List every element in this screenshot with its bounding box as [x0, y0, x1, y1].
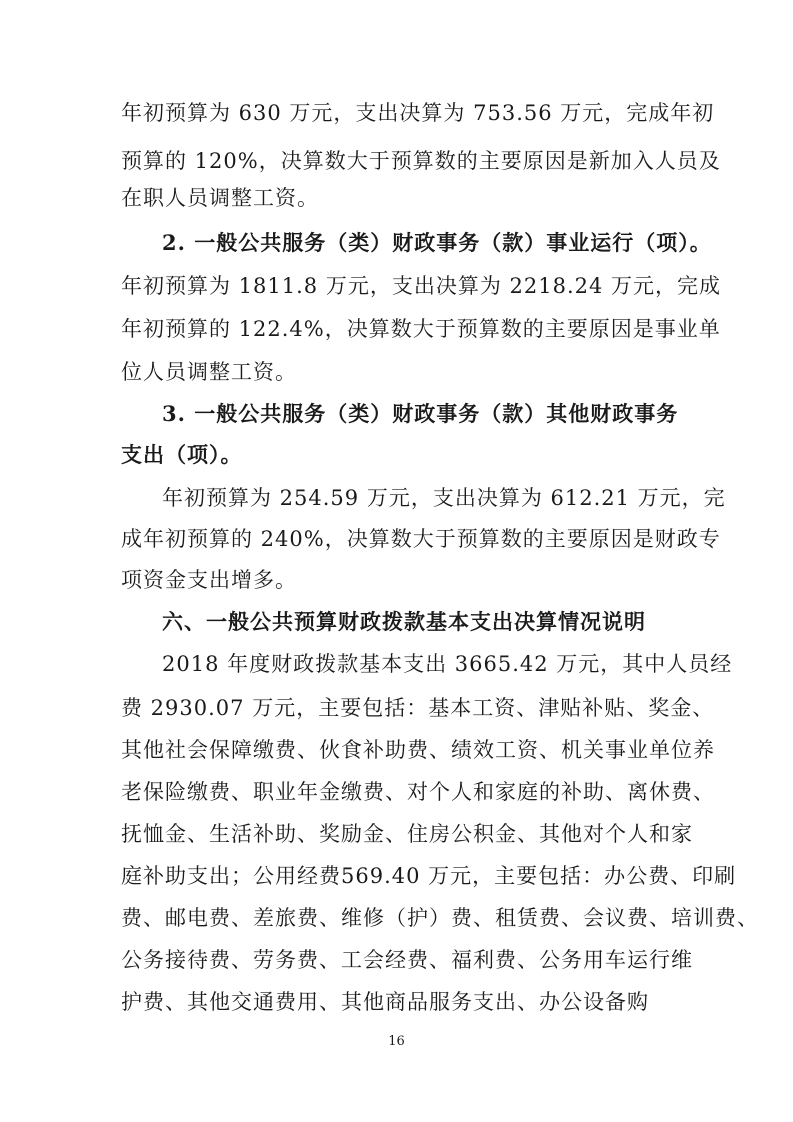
paragraph-line: 公务接待费、劳务费、工会经费、福利费、公务用车运行维 [121, 948, 693, 972]
section-heading: 支出（项）。 [121, 442, 243, 467]
paragraph-line: 预算的 120%，决算数大于预算数的主要原因是新加入人员及 [121, 149, 721, 173]
paragraph-line: 其他社会保障缴费、伙食补助费、绩效工资、机关事业单位养 [121, 738, 715, 762]
paragraph-line: 在职人员调整工资。 [121, 186, 319, 210]
paragraph-line: 老保险缴费、职业年金缴费、对个人和家庭的补助、离休费、 [121, 780, 715, 804]
paragraph-line: 年初预算为 254.59 万元，支出决算为 612.21 万元，完 [162, 486, 726, 510]
paragraph-line: 年初预算为 1811.8 万元，支出决算为 2218.24 万元，完成 [121, 274, 722, 298]
chapter-heading: 六、一般公共预算财政拨款基本支出决算情况说明 [162, 609, 646, 634]
paragraph-line: 年初预算为 630 万元，支出决算为 753.56 万元，完成年初 [121, 101, 715, 125]
paragraph-line: 位人员调整工资。 [121, 360, 297, 384]
page-number: 16 [388, 1034, 405, 1049]
paragraph-line: 费 2930.07 万元，主要包括：基本工资、津贴补贴、奖金、 [121, 696, 715, 720]
paragraph-line: 护费、其他交通费用、其他商品服务支出、办公设备购 [121, 990, 649, 1014]
section-heading: 3. 一般公共服务（类）财政事务（款）其他财政事务 [162, 401, 679, 426]
section-heading: 2. 一般公共服务（类）财政事务（款）事业运行（项）。 [162, 230, 712, 255]
paragraph-line: 年初预算的 122.4%，决算数大于预算数的主要原因是事业单 [121, 317, 721, 341]
paragraph-line: 抚恤金、生活补助、奖励金、住房公积金、其他对个人和家 [121, 822, 693, 846]
paragraph-line: 成年初预算的 240%，决算数大于预算数的主要原因是财政专 [121, 527, 721, 551]
paragraph-line: 2018 年度财政拨款基本支出 3665.42 万元，其中人员经 [162, 652, 733, 676]
paragraph-line: 项资金支出增多。 [121, 568, 297, 592]
paragraph-line: 费、邮电费、差旅费、维修（护）费、租赁费、会议费、培训费、 [121, 906, 759, 930]
paragraph-line: 庭补助支出；公用经费569.40 万元，主要包括：办公费、印刷 [121, 864, 737, 888]
